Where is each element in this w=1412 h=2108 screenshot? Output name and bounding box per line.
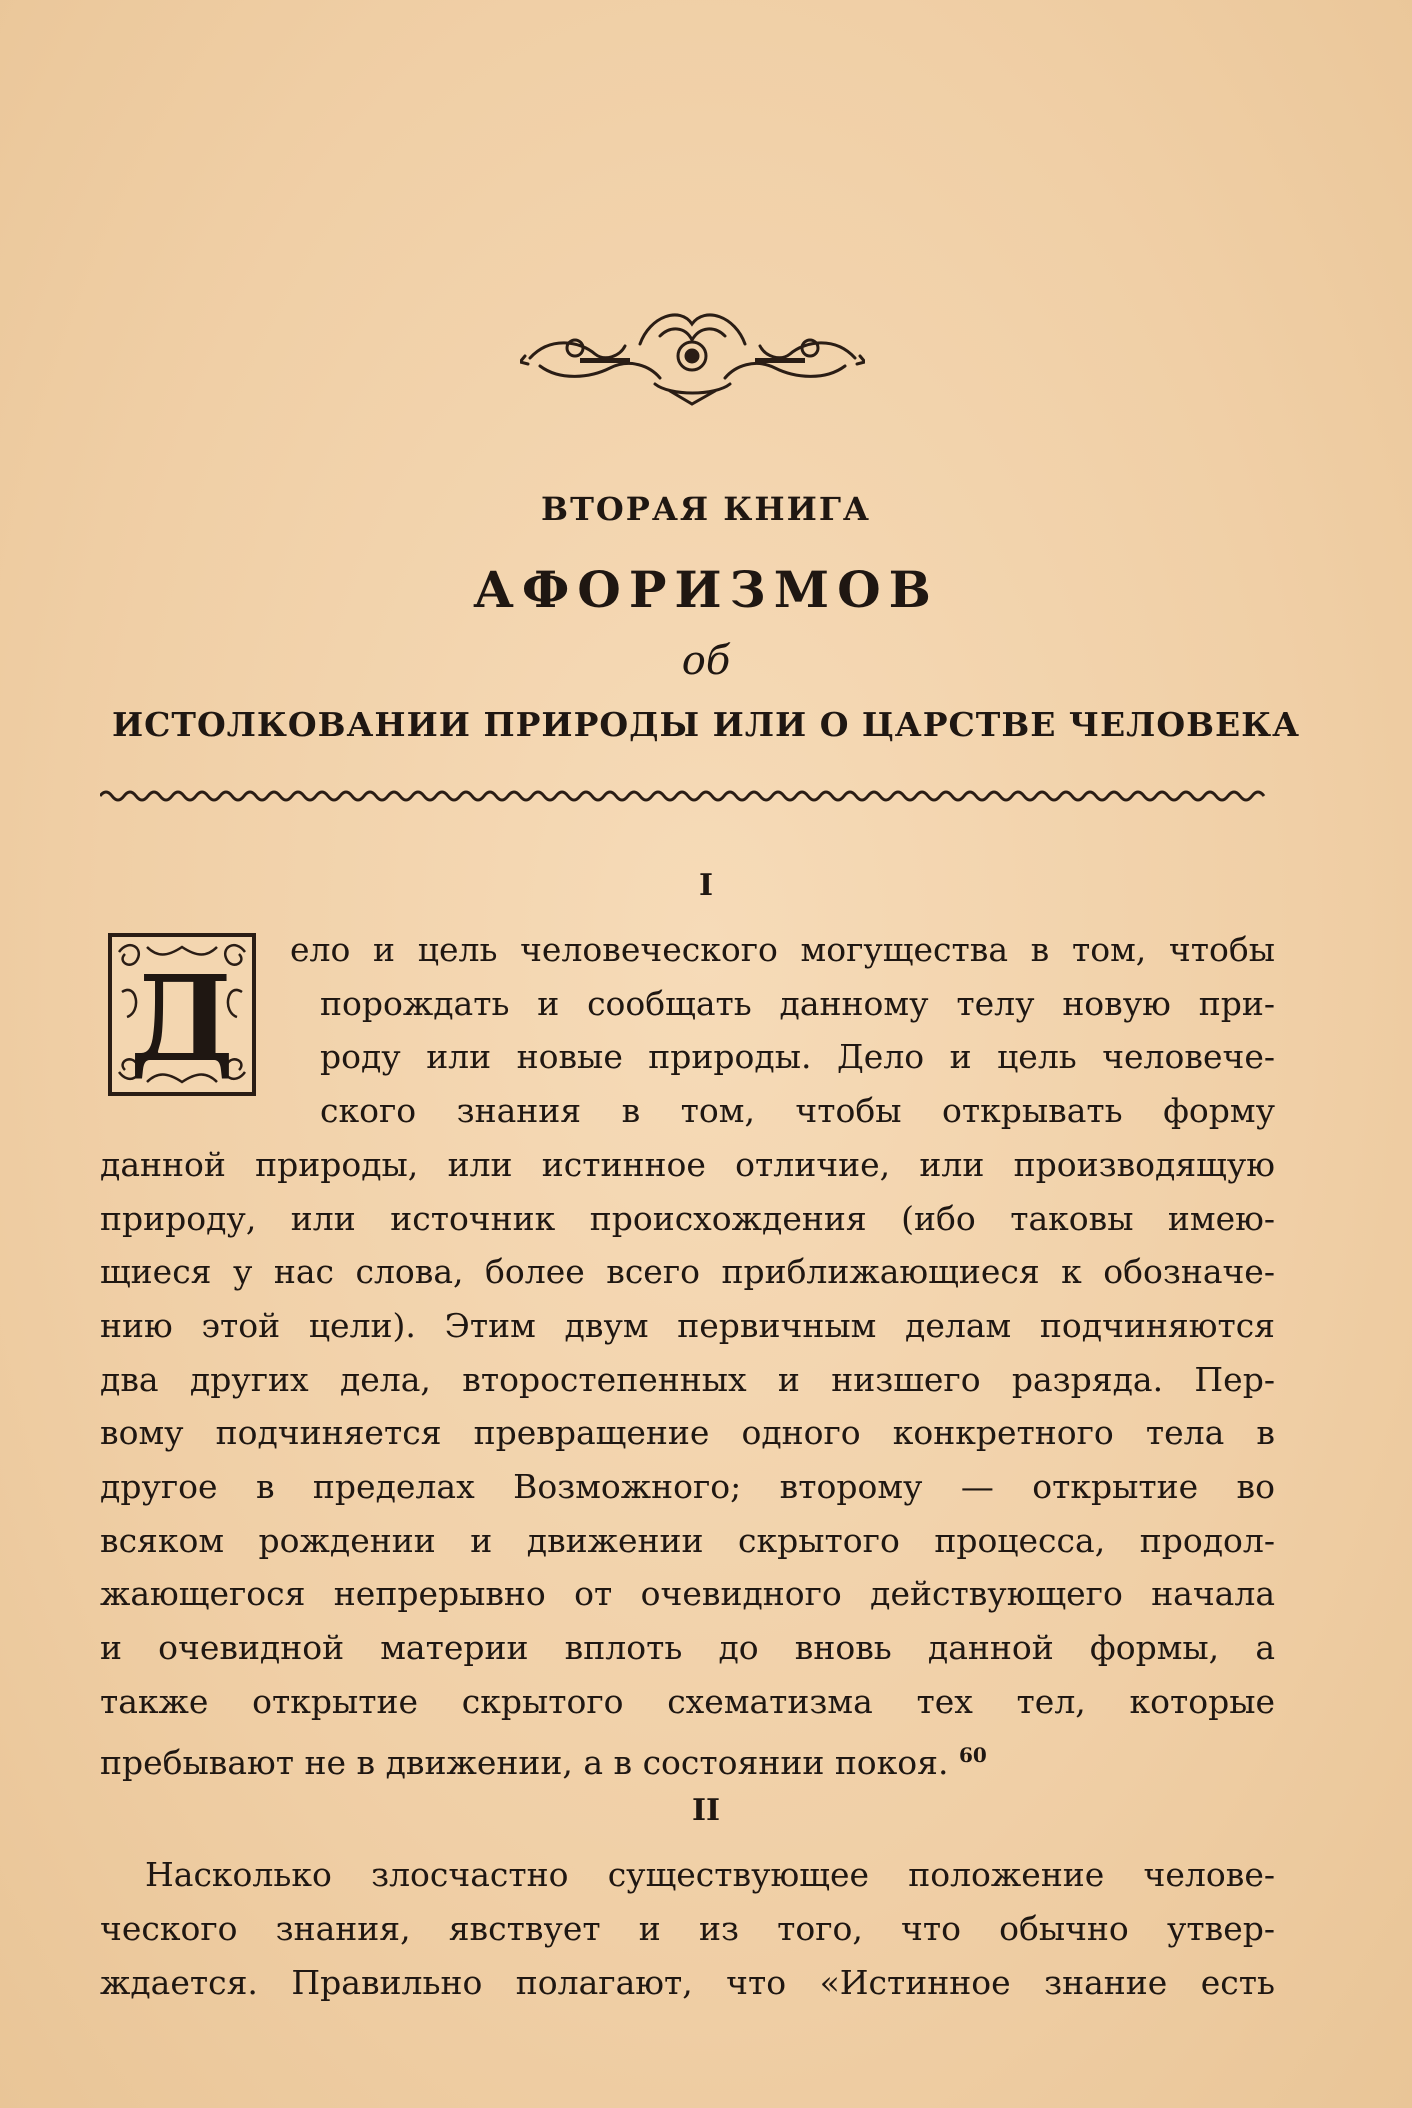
wavy-divider — [100, 788, 1275, 804]
text-line-last — [100, 1735, 1275, 1782]
book-pretitle: ВТОРАЯ КНИГА — [541, 490, 871, 528]
text-line: Насколько злосчастно существующее положение челове- — [145, 1855, 1275, 1894]
text-line: природу, или источник происхождения (ибо таковы имею- — [100, 1199, 1275, 1238]
text-line: вому подчиняется превращение одного конкретного тела в — [100, 1413, 1275, 1452]
text-line: пребывают не в движении, а в состоянии покоя. — [100, 1743, 949, 1782]
drop-cap-letter: Д — [129, 949, 235, 1088]
text-line: ского знания в том, чтобы открывать форму — [320, 1091, 1275, 1130]
text-line: порождать и сообщать данному телу новую при- — [320, 984, 1275, 1023]
section-number-2: II — [691, 1793, 721, 1828]
ornament-headpiece-icon — [520, 296, 865, 411]
book-subtitle: ИСТОЛКОВАНИИ ПРИРОДЫ ИЛИ О ЦАРСТВЕ ЧЕЛОВЕКА — [111, 705, 1301, 744]
section-number-1: I — [698, 868, 714, 903]
text-line: роду или новые природы. Дело и цель человече- — [320, 1037, 1275, 1076]
text-line: данной природы, или истинное отличие, или производящую — [100, 1145, 1275, 1184]
drop-cap-initial — [107, 932, 257, 1097]
text-line: ело и цель человеческого могущества в том, чтобы — [290, 930, 1275, 969]
text-line: щиеся у нас слова, более всего приближающиеся к обозначе- — [100, 1252, 1275, 1291]
text-line: и очевидной материи вплоть до вновь данной формы, а — [100, 1628, 1275, 1667]
text-line: два других дела, второстепенных и низшего разряда. Пер- — [100, 1360, 1275, 1399]
title-connector: об — [681, 638, 731, 684]
text-line: всяком рождении и движении скрытого процесса, продол- — [100, 1521, 1275, 1560]
text-line: также открытие скрытого схематизма тех тел, которые — [100, 1682, 1275, 1721]
text-line: жающегося непрерывно от очевидного действующего начала — [100, 1574, 1275, 1613]
book-title: АФОРИЗМОВ — [473, 560, 939, 619]
text-line: нию этой цели). Этим двум первичным делам подчиняются — [100, 1306, 1275, 1345]
text-line: ческого знания, явствует и из того, что обычно утвер- — [100, 1909, 1275, 1948]
text-line: другое в пределах Возможного; второму — открытие во — [100, 1467, 1275, 1506]
footnote-marker: 60 — [958, 1743, 987, 1767]
text-line: ждается. Правильно полагают, что «Истинное знание есть — [100, 1963, 1275, 2002]
